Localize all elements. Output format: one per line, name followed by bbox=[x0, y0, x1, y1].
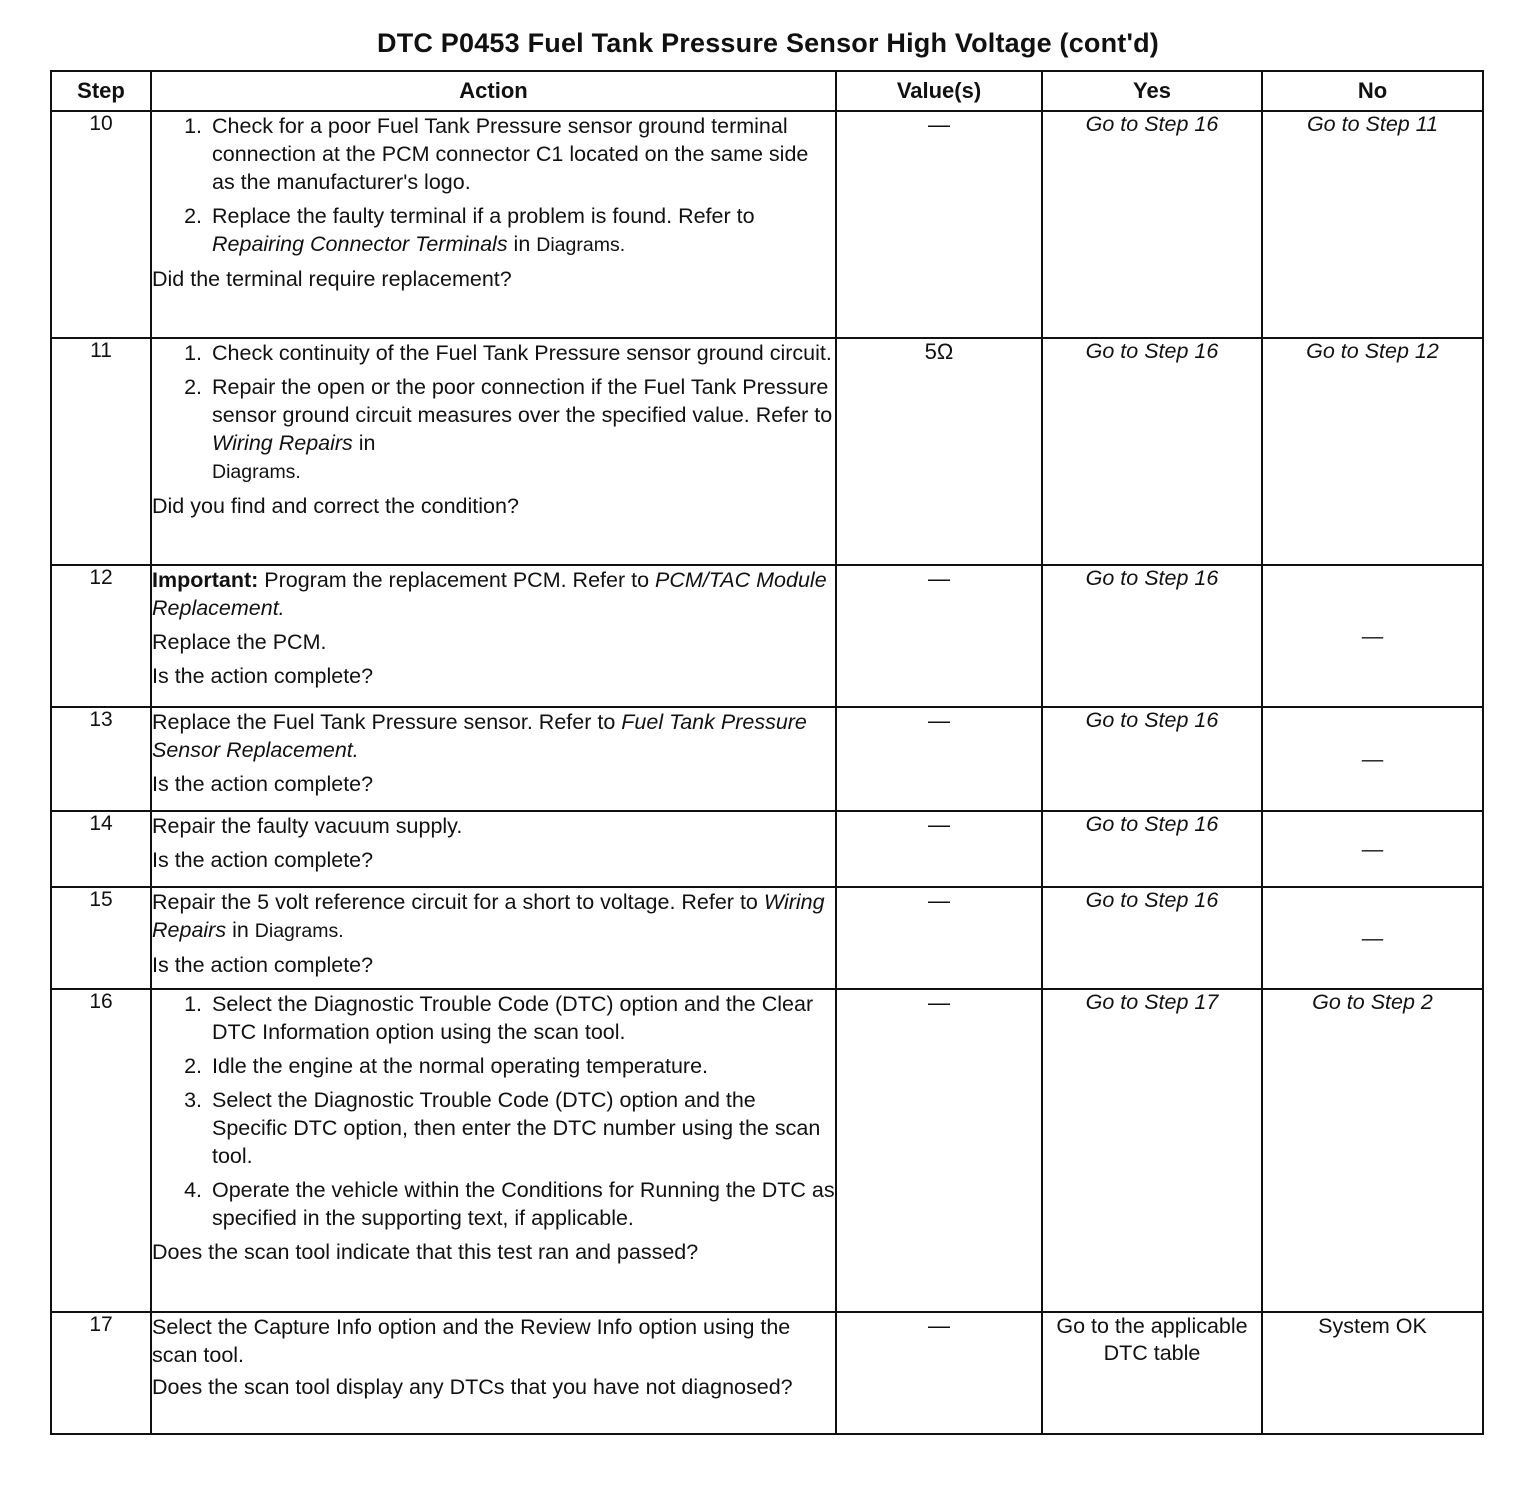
action-line: Repair the 5 volt reference circuit for a short to voltage. Refer to Wiring Repairs in Diagrams. bbox=[152, 890, 825, 942]
value-cell: — bbox=[836, 811, 1042, 887]
action-question: Is the action complete? bbox=[152, 848, 374, 872]
yes-cell: Go to Step 16 bbox=[1042, 111, 1262, 338]
diagnostic-table bbox=[50, 70, 1484, 1435]
header-no: No bbox=[1262, 71, 1483, 111]
action-step: 1. Select the Diagnostic Trouble Code (DTC) option and the Clear DTC Information option using the scan tool. bbox=[208, 990, 835, 1046]
no-cell: — bbox=[1262, 811, 1483, 887]
action-question: Is the action complete? bbox=[152, 772, 374, 796]
table-row bbox=[51, 1312, 1483, 1434]
value-cell: — bbox=[836, 989, 1042, 1312]
action-cell bbox=[151, 565, 836, 707]
step-number: 14 bbox=[51, 811, 151, 887]
action-step: 1. Check continuity of the Fuel Tank Pressure sensor ground circuit. bbox=[208, 339, 835, 367]
value-cell: — bbox=[836, 1312, 1042, 1434]
action-steps bbox=[152, 339, 835, 492]
action-step: 2. Idle the engine at the normal operating temperature. bbox=[208, 1052, 835, 1080]
value-cell: — bbox=[836, 111, 1042, 338]
no-cell: System OK bbox=[1262, 1312, 1483, 1434]
header-yes: Yes bbox=[1042, 71, 1262, 111]
action-step: 1. Check for a poor Fuel Tank Pressure sensor ground terminal connection at the PCM connector C1 located on the same side as the manufacturer's logo. bbox=[208, 112, 835, 196]
action-question: Is the action complete? bbox=[152, 664, 374, 688]
value-cell: — bbox=[836, 887, 1042, 989]
yes-cell: Go to Step 16 bbox=[1042, 338, 1262, 565]
action-line: Replace the PCM. bbox=[152, 630, 327, 654]
value-cell: — bbox=[836, 707, 1042, 811]
action-question: Does the scan tool indicate that this test ran and passed? bbox=[152, 1240, 699, 1264]
table-row bbox=[51, 989, 1483, 1312]
step-number: 17 bbox=[51, 1312, 151, 1434]
yes-cell: Go to Step 16 bbox=[1042, 707, 1262, 811]
action-cell bbox=[151, 887, 836, 989]
yes-cell: Go to Step 16 bbox=[1042, 811, 1262, 887]
no-cell: Go to Step 2 bbox=[1262, 989, 1483, 1312]
action-cell bbox=[151, 111, 836, 338]
action-cell bbox=[151, 989, 836, 1312]
step-number: 13 bbox=[51, 707, 151, 811]
action-step: 2. Replace the faulty terminal if a problem is found. Refer to Repairing Connector Terminals in Diagrams. bbox=[208, 202, 835, 259]
action-cell bbox=[151, 811, 836, 887]
no-cell: — bbox=[1262, 887, 1483, 989]
step-number: 10 bbox=[51, 111, 151, 338]
action-cell bbox=[151, 707, 836, 811]
action-question: Is the action complete? bbox=[152, 953, 374, 977]
no-cell: — bbox=[1262, 565, 1483, 707]
yes-cell: Go to the applicable DTC table bbox=[1042, 1312, 1262, 1434]
action-cell bbox=[151, 338, 836, 565]
step-number: 16 bbox=[51, 989, 151, 1312]
action-line: Select the Capture Info option and the Review Info option using the scan tool. bbox=[152, 1315, 791, 1367]
table-row bbox=[51, 565, 1483, 707]
action-step: 3. Select the Diagnostic Trouble Code (DTC) option and the Specific DTC option, then enter the DTC number using the scan tool. bbox=[208, 1086, 835, 1170]
step-number: 15 bbox=[51, 887, 151, 989]
no-cell: Go to Step 12 bbox=[1262, 338, 1483, 565]
value-cell: — bbox=[836, 565, 1042, 707]
yes-cell: Go to Step 17 bbox=[1042, 989, 1262, 1312]
table-row bbox=[51, 707, 1483, 811]
yes-cell: Go to Step 16 bbox=[1042, 887, 1262, 989]
no-cell: — bbox=[1262, 707, 1483, 811]
step-number: 12 bbox=[51, 565, 151, 707]
action-steps bbox=[152, 990, 835, 1238]
table-header-row bbox=[51, 71, 1483, 111]
step-number: 11 bbox=[51, 338, 151, 565]
table-row bbox=[51, 811, 1483, 887]
table-row bbox=[51, 338, 1483, 565]
action-line: Replace the Fuel Tank Pressure sensor. Refer to Fuel Tank Pressure Sensor Replacement. bbox=[152, 710, 807, 762]
action-steps bbox=[152, 112, 835, 265]
page-title: DTC P0453 Fuel Tank Pressure Sensor High Voltage (cont'd) bbox=[377, 28, 1159, 58]
header-values: Value(s) bbox=[836, 71, 1042, 111]
table-row bbox=[51, 111, 1483, 338]
header-action: Action bbox=[151, 71, 836, 111]
header-step: Step bbox=[51, 71, 151, 111]
value-cell: 5Ω bbox=[836, 338, 1042, 565]
table-row bbox=[51, 887, 1483, 989]
action-question: Did the terminal require replacement? bbox=[152, 267, 512, 291]
action-step: 4. Operate the vehicle within the Conditions for Running the DTC as specified in the supporting text, if applicable. bbox=[208, 1176, 835, 1232]
action-question: Does the scan tool display any DTCs that you have not diagnosed? bbox=[152, 1375, 793, 1399]
action-cell bbox=[151, 1312, 836, 1434]
important-note: Important: Program the replacement PCM. Refer to PCM/TAC Module Replacement. bbox=[152, 568, 827, 620]
no-cell: Go to Step 11 bbox=[1262, 111, 1483, 338]
action-line: Repair the faulty vacuum supply. bbox=[152, 814, 463, 838]
action-question: Did you find and correct the condition? bbox=[152, 494, 519, 518]
yes-cell: Go to Step 16 bbox=[1042, 565, 1262, 707]
action-step: 2. Repair the open or the poor connection if the Fuel Tank Pressure sensor ground circuit measures over the specified value. Refer to Wiring Repairs in Diagrams. bbox=[208, 373, 835, 486]
